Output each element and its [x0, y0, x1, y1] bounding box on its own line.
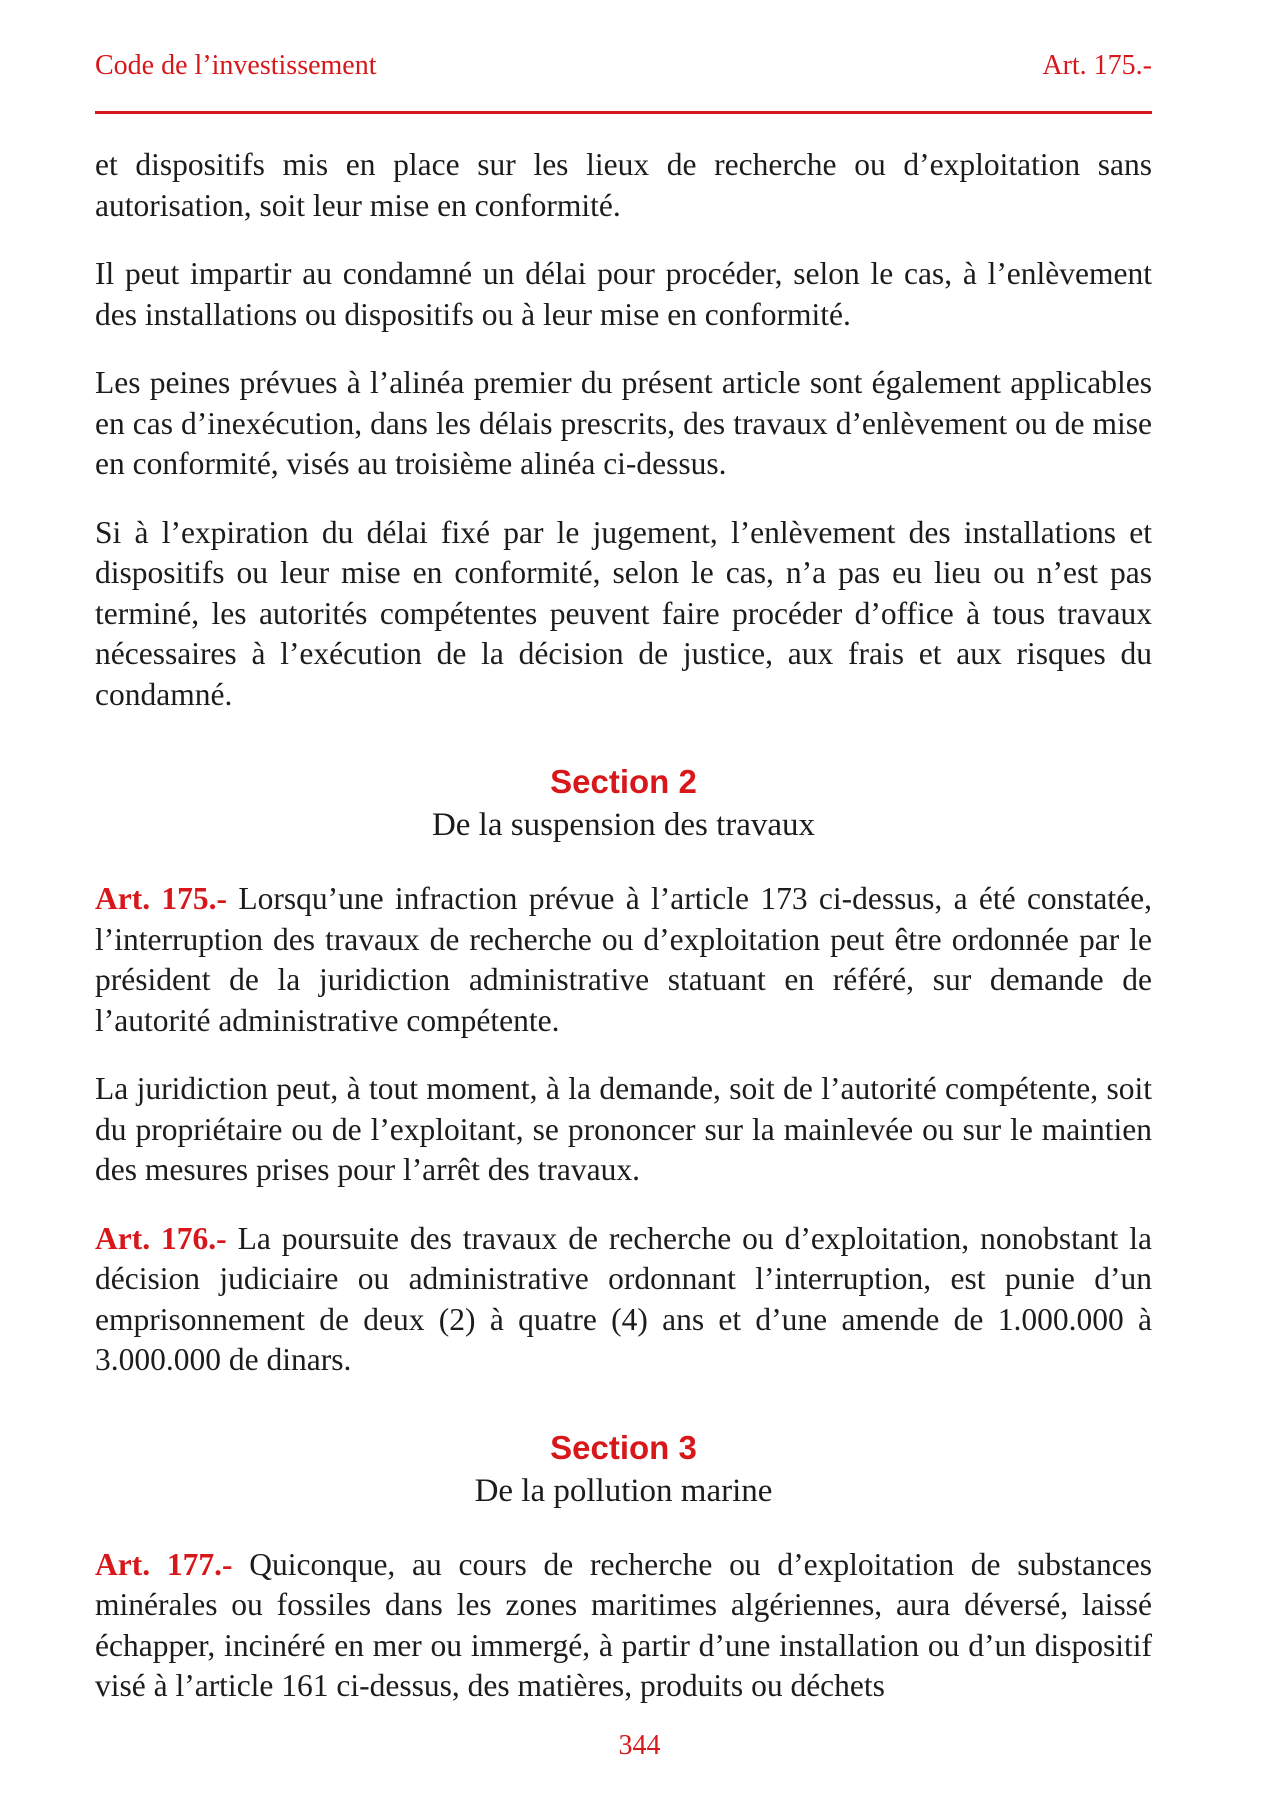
section-subtitle: De la pollution marine	[474, 1472, 773, 1509]
article-176	[95, 1219, 1152, 1381]
article-175	[95, 879, 1152, 1041]
page-number: 344	[618, 1730, 661, 1761]
section-title: Section 2	[550, 763, 697, 800]
paragraph: La juridiction peut, à tout moment, à la demande, soit de l’autorité compétente, soit du propriétaire ou de l’exploitant, se prononcer sur la mainlevée ou sur le maintien des mesures prises pour l’arrêt des travaux.	[95, 1071, 1152, 1187]
article-label: Art. 177.-	[95, 1546, 233, 1582]
section-title: Section 3	[550, 1428, 697, 1466]
section-subtitle: De la suspension des travaux	[431, 807, 816, 843]
article-177	[95, 1545, 1152, 1707]
paragraph: Les peines prévues à l’alinéa premier du présent article sont également applicables en cas d’inexécution, dans les délais prescrits, des travaux d’enlèvement ou de mise en conformité, visés au troisième alinéa ci-dessus.	[95, 365, 1152, 481]
article-label: Art. 176.-	[95, 1220, 227, 1256]
running-header	[95, 50, 1152, 82]
paragraph: Si à l’expiration du délai fixé par le jugement, l’enlèvement des installations et dispositifs ou leur mise en conformité, selon le cas, n’a pas eu lieu ou n’est pas terminé, les autorités compétentes peuvent faire procéder d’office à tous travaux nécessaires à l’exécution de la décision de justice, aux frais et aux risques du condamné.	[95, 514, 1152, 712]
body-text	[95, 145, 1152, 1735]
paragraph: Il peut impartir au condamné un délai pour procéder, selon le cas, à l’enlèvement des installations ou dispositifs ou à leur mise en conformité.	[95, 256, 1152, 332]
header-article-ref: Art. 175.-	[1042, 50, 1152, 81]
article-text: Lorsqu’une infraction prévue à l’article 173 ci-dessus, a été constatée, l’interruption des travaux de recherche ou d’exploitation peut être ordonnée par le président de la juridiction administrative statuant en référé, sur demande de l’autorité administrative compétente.	[95, 881, 1153, 1038]
section-3-heading	[95, 1427, 1152, 1513]
section-2-heading	[95, 761, 1152, 847]
header-rule	[95, 111, 1152, 114]
article-text: La poursuite des travaux de recherche ou d’exploitation, nonobstant la décision judiciaire ou administrative ordonnant l’interruption, est punie d’un emprisonnement de deux (2) à quatre (4) ans et d’une amende de 1.000.000 à 3.000.000 de dinars.	[95, 1220, 1153, 1377]
header-title: Code de l’investissement	[95, 50, 377, 81]
paragraph: et dispositifs mis en place sur les lieux de recherche ou d’exploitation sans autorisation, soit leur mise en conformité.	[95, 147, 1152, 223]
article-label: Art. 175.-	[95, 881, 228, 916]
article-text: Quiconque, au cours de recherche ou d’exploitation de substances minérales ou fossiles dans les zones maritimes algériennes, aura déversé, laissé échapper, incinéré en mer ou immergé, à partir d’une installation ou d’un dispositif visé à l’article 161 ci-dessus, des matières, produits ou déchets	[95, 1546, 1153, 1703]
